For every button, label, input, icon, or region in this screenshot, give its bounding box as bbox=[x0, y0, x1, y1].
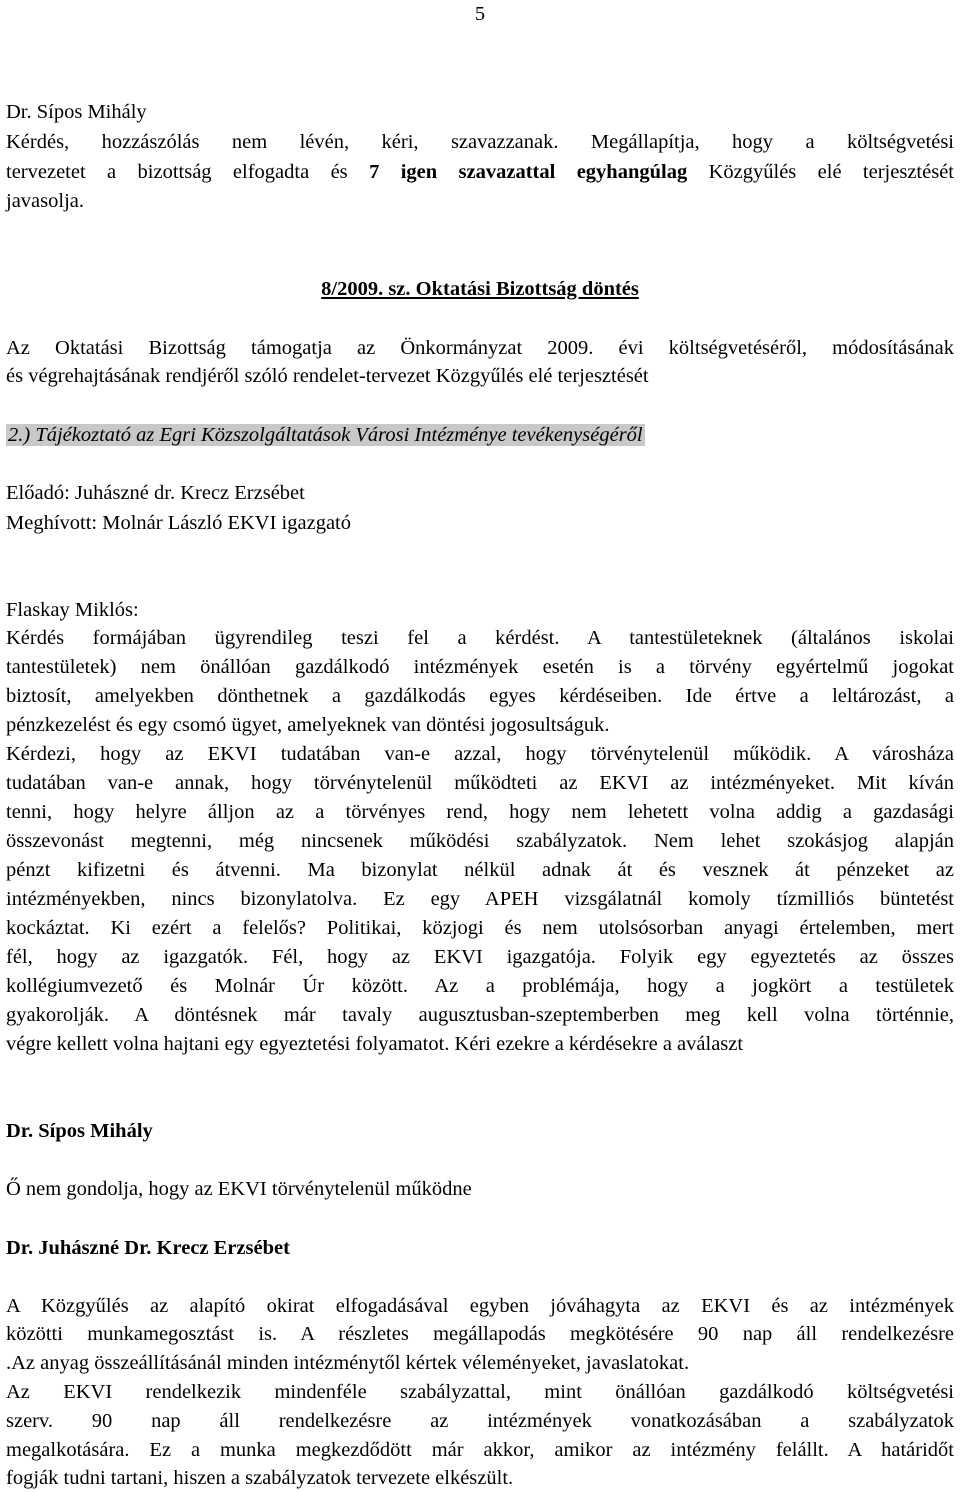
decision-line1: Az Oktatási Bizottság támogatja az Önkormányzat 2009. évi költségvetéséről, módosításának bbox=[6, 337, 954, 359]
flaskay-line-12: fél, hogy az igazgatók. Fél, hogy az EKVI igazgatója. Folyik egy egyeztetés az összes bbox=[6, 946, 954, 968]
flaskay-line-6: tudatában van-e annak, hogy törvénytelenül működteti az EKVI az intézményeket. Mit kíván bbox=[6, 772, 954, 794]
flaskay-line-2: tantestületek) nem önállóan gazdálkodó intézmények esetén is a törvény egyértelmű jogokat bbox=[6, 656, 954, 678]
flaskay-line-13: kollégiumvezető és Molnár Úr között. Az a problémája, hogy a jogkört a testületek bbox=[6, 975, 954, 997]
juhaszne-line-2: közötti munkamegosztást is. A részletes megállapodás megkötésére 90 nap áll rendelkezésre bbox=[6, 1323, 954, 1345]
invited-line: Meghívott: Molnár László EKVI igazgató bbox=[6, 512, 351, 534]
flaskay-line-11: kockáztat. Ki ezért a felelős? Politikai, közjogi és nem utolsósorban anyagi értelemben, mert bbox=[6, 917, 954, 939]
flaskay-line-8: összevonást megtenni, még nincsenek működési szabályzatok. Nem lehet szokásjog alapján bbox=[6, 830, 954, 852]
agenda-item-title-text: 2.) Tájékoztató az Egri Közszolgáltatások Városi Intézménye tevékenységéről bbox=[8, 424, 643, 446]
sipos2-text: Ő nem gondolja, hogy az EKVI törvénytelenül működne bbox=[6, 1178, 472, 1200]
agenda-item-title bbox=[6, 423, 645, 447]
page-number: 5 bbox=[474, 3, 486, 25]
flaskay-line-15: végre kellett volna hajtani egy egyeztetési folyamatot. Kéri ezekre a kérdésekre a aválaszt bbox=[6, 1033, 744, 1055]
flaskay-line-10: intézményekben, nincs bizonylatolva. Ez egy APEH vizsgálatnál komoly tízmilliós büntetést bbox=[6, 888, 954, 910]
flaskay-line-9: pénzt kifizetni és átvenni. Ma bizonylat nélkül adnak át és vesznek át pénzeket az bbox=[6, 859, 954, 881]
juhaszne-line-5: szerv. 90 nap áll rendelkezésre az intézmények vonatkozásában a szabályzatok bbox=[6, 1410, 954, 1432]
block1-line1: Kérdés, hozzászólás nem lévén, kéri, szavazzanak. Megállapítja, hogy a költségvetési bbox=[6, 131, 954, 153]
juhaszne-line-6: megalkotására. Ez a munka megkezdődött már akkor, amikor az intézmény felállt. A határidőt bbox=[6, 1439, 954, 1461]
block1-vote-result: 7 igen szavazattal egyhangúlag bbox=[369, 161, 688, 183]
decision-line2: és végrehajtásának rendjéről szóló rendelet-tervezet Közgyűlés elé terjesztését bbox=[6, 365, 649, 387]
block1-line3: javasolja. bbox=[6, 190, 84, 212]
speaker-sipos-2: Dr. Sípos Mihály bbox=[6, 1120, 153, 1142]
presenter-line: Előadó: Juhászné dr. Krecz Erzsébet bbox=[6, 482, 305, 504]
flaskay-line-3: biztosít, amelyekben dönthetnek a gazdálkodás egyes kérdéseiben. Ide értve a leltározást, a bbox=[6, 685, 954, 707]
flaskay-line-7: tenni, hogy helyre álljon az a törvényes rend, hogy nem lehetett volna addig a gazdasági bbox=[6, 801, 954, 823]
juhaszne-line-3: .Az anyag összeállításánál minden intézménytől kértek véleményeket, javaslatokat. bbox=[6, 1352, 690, 1374]
juhaszne-line-4: Az EKVI rendelkezik mindenféle szabályzattal, mint önállóan gazdálkodó költségvetési bbox=[6, 1381, 954, 1403]
flaskay-line-14: gyakorolják. A döntésnek már tavaly augusztusban-szeptemberben meg kell volna történnie, bbox=[6, 1004, 954, 1026]
block1-line2-post: Közgyűlés elé terjesztését bbox=[687, 161, 954, 183]
flaskay-line-5: Kérdezi, hogy az EKVI tudatában van-e azzal, hogy törvénytelenül működik. A városháza bbox=[6, 743, 954, 765]
speaker-sipos-1: Dr. Sípos Mihály bbox=[6, 101, 147, 123]
juhaszne-line-1: A Közgyűlés az alapító okirat elfogadásával egyben jóváhagyta az EKVI és az intézmények bbox=[6, 1295, 954, 1317]
flaskay-line-4: pénzkezelést és egy csomó ügyet, amelyeknek van döntési jogosultságuk. bbox=[6, 714, 610, 736]
decision-title: 8/2009. sz. Oktatási Bizottság döntés bbox=[321, 278, 639, 300]
juhaszne-line-7: fogják tudni tartani, hiszen a szabályzatok tervezete elkészült. bbox=[6, 1467, 514, 1489]
speaker-juhaszne: Dr. Juhászné Dr. Krecz Erzsébet bbox=[6, 1237, 290, 1259]
flaskay-line-1: Kérdés formájában ügyrendileg teszi fel a kérdést. A tantestületeknek (általános iskolai bbox=[6, 627, 954, 649]
block1-line2 bbox=[6, 160, 954, 184]
speaker-flaskay: Flaskay Miklós: bbox=[6, 599, 139, 621]
block1-line2-pre: tervezetet a bizottság elfogadta és bbox=[6, 161, 370, 183]
